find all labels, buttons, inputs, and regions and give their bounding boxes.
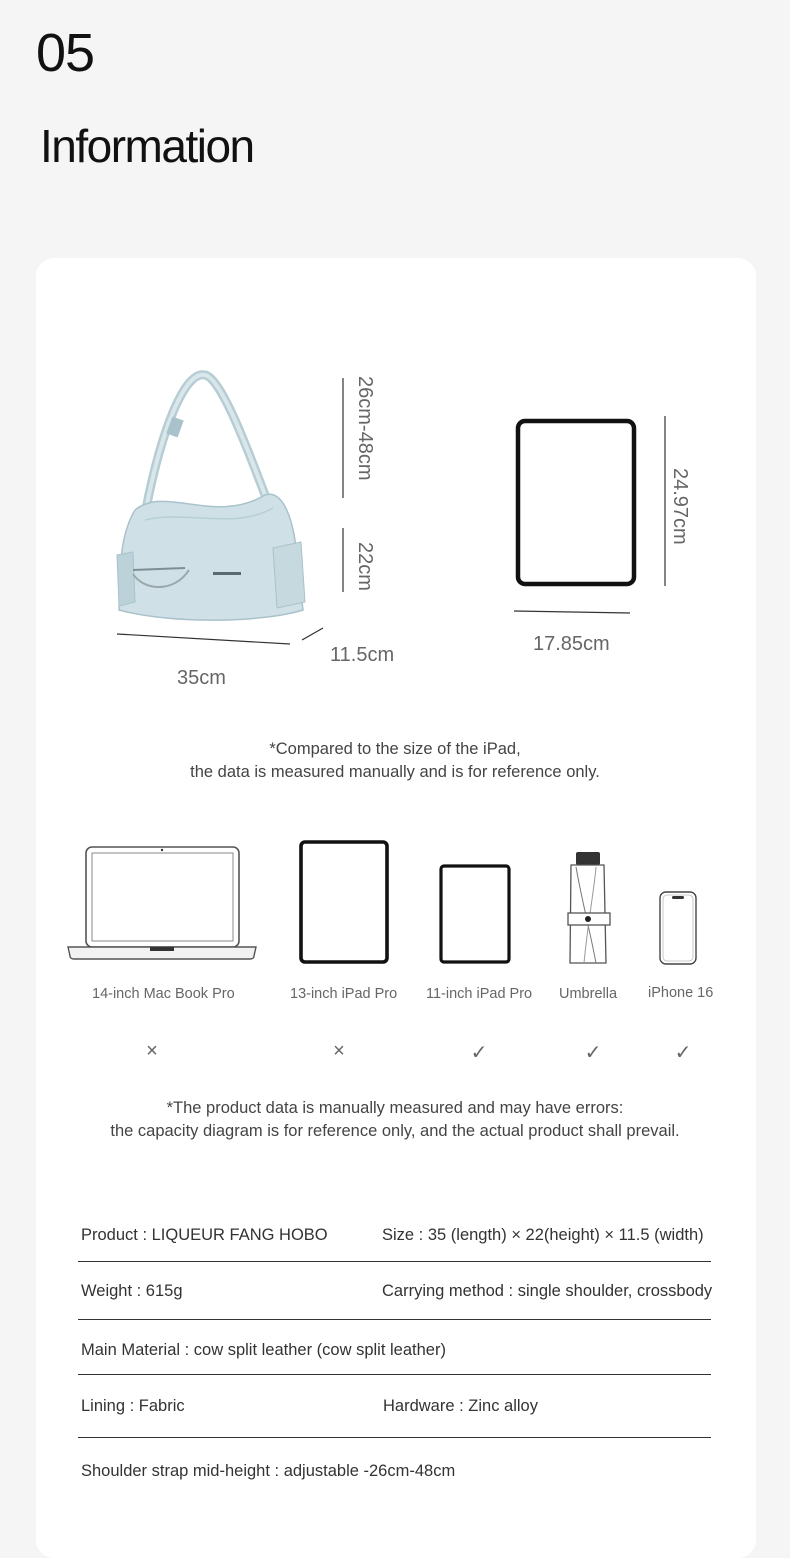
ipad-compare-note-line1: *Compared to the size of the iPad, — [269, 740, 521, 758]
cross-icon: × — [333, 1040, 345, 1062]
device-label-ipad-13: 13-inch iPad Pro — [290, 986, 398, 1002]
umbrella-icon — [566, 851, 612, 967]
page-title: Information — [40, 120, 254, 172]
cross-icon: × — [146, 1040, 158, 1062]
device-label-macbook: 14-inch Mac Book Pro — [92, 986, 235, 1002]
spec-row-lining — [78, 1395, 711, 1438]
spec-size: Size : 35 (length) × 22(height) × 11.5 (width) — [382, 1226, 704, 1244]
ipad-outline-icon — [0, 0, 790, 700]
device-label-umbrella: Umbrella — [559, 986, 618, 1002]
ipad-compare-note — [0, 738, 790, 784]
spec-lining: Lining : Fabric — [81, 1397, 185, 1415]
bag-depth-label: 11.5cm — [330, 644, 395, 666]
check-icon: ✓ — [584, 1042, 602, 1064]
device-label-iphone: iPhone 16 — [648, 985, 714, 1001]
bag-strap-height-label: 26cm-48cm — [354, 376, 376, 481]
capacity-note-line1: *The product data is manually measured and may have errors: — [166, 1099, 624, 1117]
laptop-icon — [66, 845, 258, 960]
bag-length-label: 35cm — [177, 667, 226, 689]
spec-row-weight — [78, 1280, 711, 1320]
ipad-height-label: 24.97cm — [669, 468, 691, 545]
check-icon: ✓ — [674, 1042, 692, 1064]
capacity-note — [0, 1097, 790, 1143]
check-icon: ✓ — [470, 1042, 488, 1064]
device-label-ipad-11: 11-inch iPad Pro — [426, 986, 533, 1002]
spec-carrying: Carrying method : single shoulder, crossbody — [382, 1282, 713, 1300]
ipad-width-label: 17.85cm — [533, 633, 610, 655]
bag-height-label: 22cm — [354, 542, 376, 591]
spec-row-material — [78, 1339, 711, 1375]
spec-row-product — [78, 1224, 711, 1262]
capacity-note-line2: the capacity diagram is for reference only, and the actual product shall prevail. — [110, 1122, 680, 1140]
spec-weight: Weight : 615g — [81, 1282, 183, 1300]
spec-strap: Shoulder strap mid-height : adjustable -26cm-48cm — [81, 1462, 456, 1480]
tablet-large-icon — [299, 840, 389, 964]
section-number: 05 — [36, 23, 95, 83]
spec-material: Main Material : cow split leather (cow split leather) — [81, 1341, 446, 1359]
spec-row-strap — [78, 1460, 711, 1490]
tablet-small-icon — [439, 864, 511, 964]
phone-icon — [658, 890, 698, 966]
spec-product: Product : LIQUEUR FANG HOBO — [81, 1226, 328, 1244]
spec-hardware: Hardware : Zinc alloy — [383, 1397, 538, 1415]
ipad-compare-note-line2: the data is measured manually and is for reference only. — [190, 763, 600, 781]
